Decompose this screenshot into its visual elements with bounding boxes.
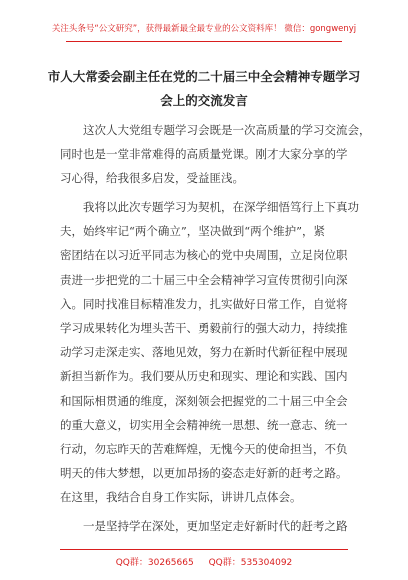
paragraph-line: 我将以此次专题学习为契机，在深学细悟笃行上下真功 — [60, 200, 359, 214]
paragraph-2 — [60, 195, 360, 510]
paragraph-line: 一是坚持学在深处，更加坚定走好新时代的赶考之路 — [60, 519, 348, 533]
paragraph-line: 责进一步把党的二十届三中全会精神学习宣传贯彻引向深 — [60, 272, 348, 287]
document-title-line2: 会上的交流发言 — [160, 93, 248, 108]
document-title-line1: 市人大常委会副主任在党的二十届三中全会精神专题学习 — [47, 69, 361, 84]
paragraph-line: 和国际相贯通的维度，深刻领会把握党的二十届三中全会 — [60, 393, 348, 408]
paragraph-line: 习心得，给我很多启发，受益匪浅。 — [60, 171, 244, 186]
paragraph-line: 密团结在以习近平同志为核心的党中央周围，立足岗位职 — [60, 248, 348, 263]
paragraph-line: 在这里，我结合自身工作实际，讲讲几点体会。 — [60, 490, 302, 505]
footer-qq-group-1: QQ群：30265665 — [115, 558, 194, 568]
page-footer — [0, 555, 408, 568]
footer-qq-group-2: QQ群：535304092 — [208, 558, 293, 568]
paragraph-line: 夫，始终牢记“两个确立”，坚决做到“两个维护”，紧 — [60, 224, 326, 239]
page-header-promo: 关注头条号“公文研究”，获得最新最全最专业的公文资料库！ 微信：gongwenyj — [51, 24, 357, 34]
paragraph-line: 行动，勿忘昨天的苦难辉煌，无愧今天的使命担当，不负 — [60, 442, 348, 457]
paragraph-line: 同时也是一堂非常难得的高质量党课。刚才大家分享的学 — [60, 147, 348, 162]
paragraph-line: 动学习走深走实、落地见效，努力在新时代新征程中展现 — [60, 345, 348, 360]
paragraph-line: 入。同时找准目标精准发力，扎实做好日常工作，自觉将 — [60, 296, 348, 311]
paragraph-3 — [60, 514, 360, 538]
paragraph-line: 新担当新作为。我们要从历史和现实、理论和实践、国内 — [60, 369, 348, 384]
footer-divider — [60, 549, 348, 550]
paragraph-line: 学习成果转化为埋头苦干、勇毅前行的强大动力，持续推 — [60, 321, 348, 336]
paragraph-1 — [60, 118, 371, 191]
paragraph-line: 明天的伟大梦想，以更加昂扬的姿态走好新的赶考之路。 — [60, 466, 348, 481]
paragraph-line: 这次人大党组专题学习会既是一次高质量的学习交流会， — [60, 123, 371, 137]
header-divider — [66, 41, 342, 42]
paragraph-line: 的重大意义，切实用全会精神统一思想、统一意志、统一 — [60, 417, 348, 432]
